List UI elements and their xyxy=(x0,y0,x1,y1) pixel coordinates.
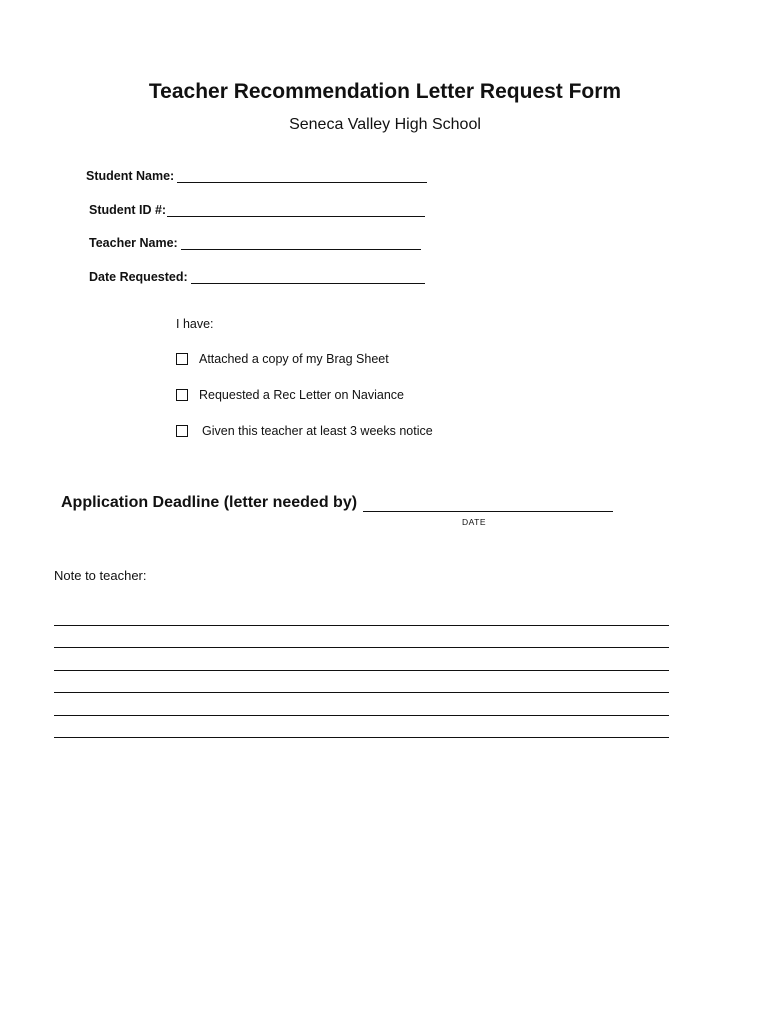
note-line[interactable] xyxy=(54,692,669,693)
student-id-label: Student ID #: xyxy=(89,203,167,217)
teacher-name-input-line[interactable] xyxy=(181,237,421,250)
checklist-heading: I have: xyxy=(176,317,214,331)
date-caption: DATE xyxy=(462,517,487,527)
checkbox-icon[interactable] xyxy=(176,425,188,437)
note-line[interactable] xyxy=(54,647,669,648)
student-id-field xyxy=(89,203,425,217)
note-line[interactable] xyxy=(54,715,669,716)
checklist-item-naviance[interactable] xyxy=(176,388,404,402)
checklist-item-label: Requested a Rec Letter on Naviance xyxy=(199,388,404,402)
note-to-teacher-label: Note to teacher: xyxy=(54,568,147,583)
date-requested-field xyxy=(89,270,425,284)
note-line[interactable] xyxy=(54,625,669,626)
checklist-item-notice[interactable] xyxy=(176,424,433,438)
checkbox-icon[interactable] xyxy=(176,353,188,365)
teacher-name-label: Teacher Name: xyxy=(89,236,178,250)
date-requested-label: Date Requested: xyxy=(89,270,188,284)
teacher-name-field xyxy=(89,236,421,250)
date-requested-input-line[interactable] xyxy=(191,271,425,284)
student-name-field xyxy=(86,169,427,183)
checklist-item-label: Attached a copy of my Brag Sheet xyxy=(199,352,389,366)
note-line[interactable] xyxy=(54,737,669,738)
application-deadline-input-line[interactable] xyxy=(363,496,613,512)
student-name-label: Student Name: xyxy=(86,169,175,183)
checklist-item-label: Given this teacher at least 3 weeks notice xyxy=(202,424,433,438)
form-title: Teacher Recommendation Letter Request Form xyxy=(148,80,622,103)
application-deadline-label: Application Deadline (letter needed by) xyxy=(61,494,358,511)
checklist-item-brag-sheet[interactable] xyxy=(176,352,389,366)
note-line[interactable] xyxy=(54,670,669,671)
student-name-input-line[interactable] xyxy=(177,170,427,183)
checkbox-icon[interactable] xyxy=(176,389,188,401)
student-id-input-line[interactable] xyxy=(167,204,425,217)
school-name: Seneca Valley High School xyxy=(289,116,481,133)
application-deadline-field xyxy=(61,494,613,512)
